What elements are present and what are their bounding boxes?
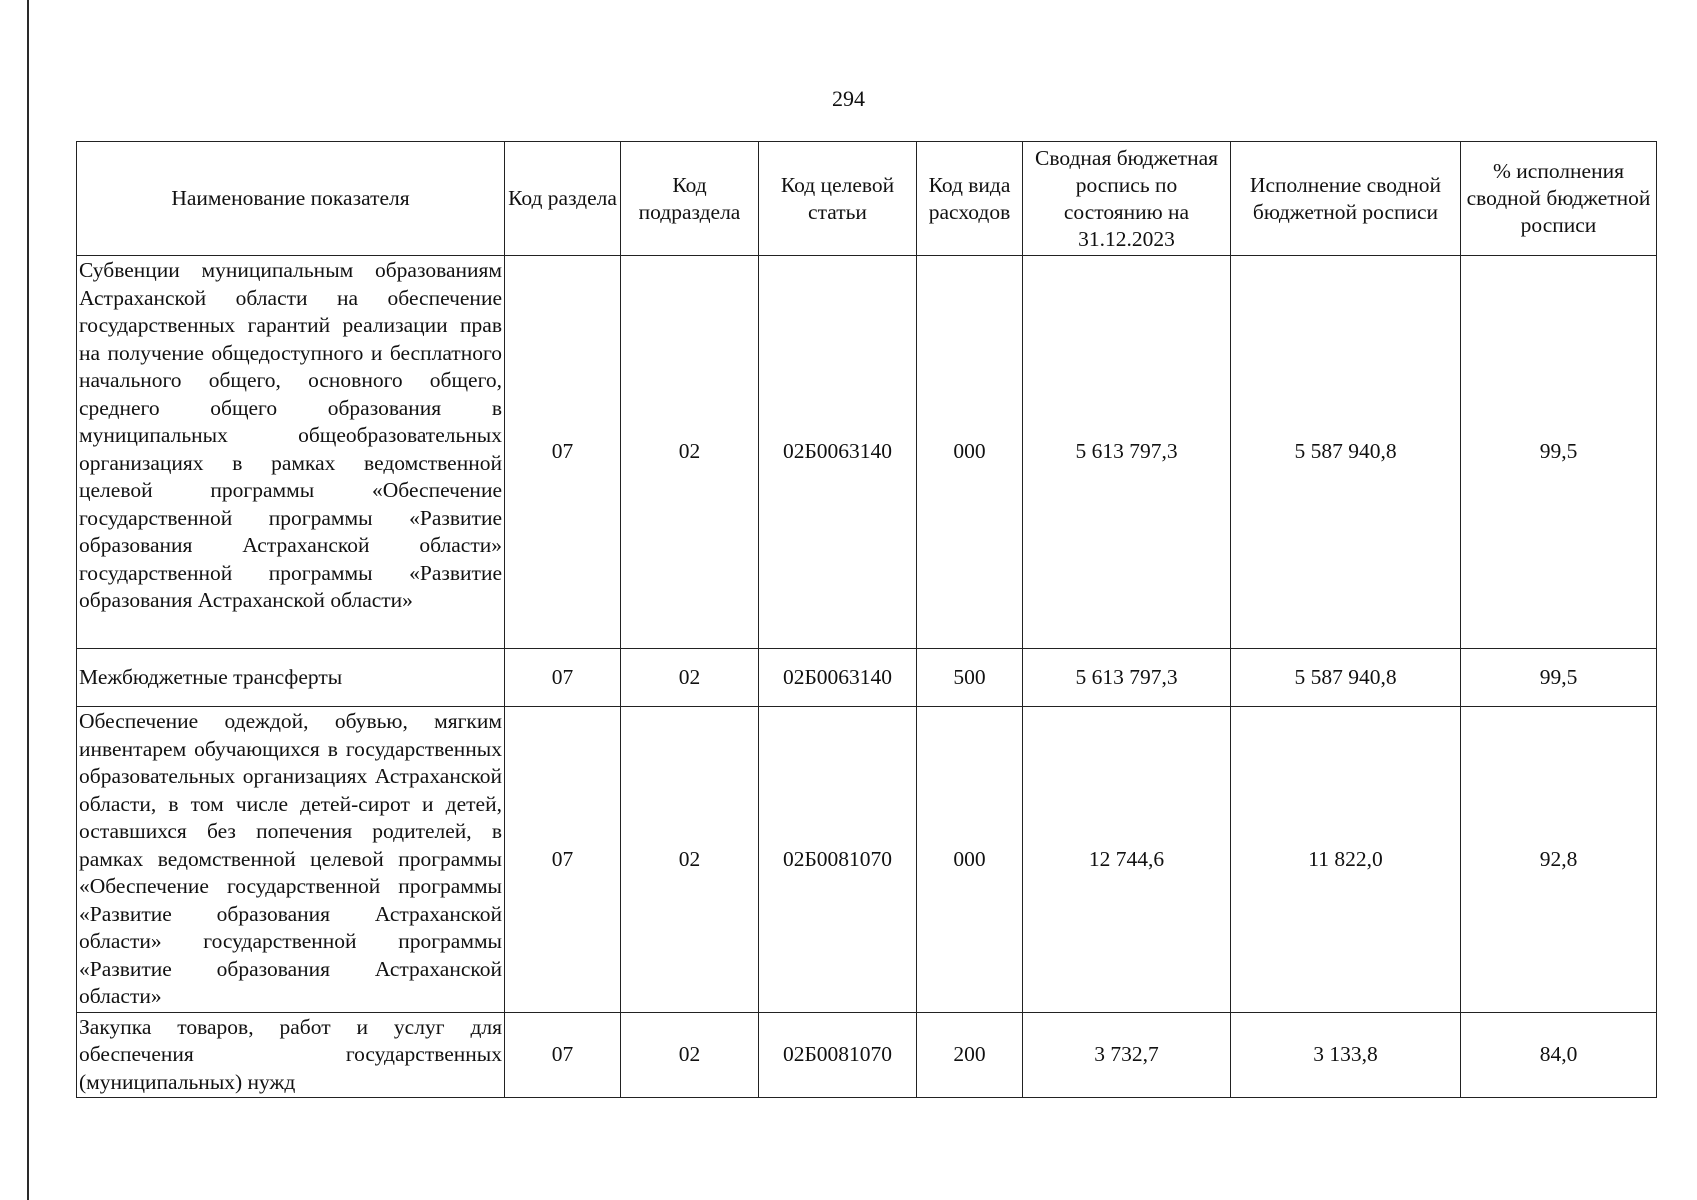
row-subsection: 02 (621, 256, 759, 649)
binding-margin-line (27, 0, 29, 1200)
row-subsection: 02 (621, 707, 759, 1013)
table-row (77, 1012, 1657, 1098)
row-execution: 3 133,8 (1231, 1012, 1461, 1098)
table-row (77, 256, 1657, 649)
row-target: 02Б0063140 (759, 256, 917, 649)
row-expense-type: 000 (917, 256, 1023, 649)
row-subsection: 02 (621, 649, 759, 707)
header-subsection-code: Код подраздела (621, 142, 759, 256)
row-section: 07 (505, 649, 621, 707)
row-section: 07 (505, 707, 621, 1013)
row-target: 02Б0081070 (759, 707, 917, 1013)
header-execution: Исполнение сводной бюджетной росписи (1231, 142, 1461, 256)
row-subsection: 02 (621, 1012, 759, 1098)
row-percent: 99,5 (1461, 649, 1657, 707)
row-plan: 5 613 797,3 (1023, 256, 1231, 649)
row-name: Обеспечение одеждой, обувью, мягким инвентарем обучающихся в государственных образовательных организациях Астраханской области, в том числе детей-сирот и детей, оставшихся без попечения родителей, в рамках ведомственной целевой программы «Обеспечение государственной программы «Развитие образования Астраханской области» государственной программы «Развитие образования Астраханской области» (77, 707, 505, 1013)
row-execution: 5 587 940,8 (1231, 256, 1461, 649)
header-expense-type-code: Код вида расходов (917, 142, 1023, 256)
row-execution: 11 822,0 (1231, 707, 1461, 1013)
row-target: 02Б0063140 (759, 649, 917, 707)
row-plan: 12 744,6 (1023, 707, 1231, 1013)
row-plan: 3 732,7 (1023, 1012, 1231, 1098)
table-row (77, 649, 1657, 707)
row-name: Межбюджетные трансферты (77, 649, 505, 707)
row-name: Субвенции муниципальным образованиям Астраханской области на обеспечение государственных гарантий реализации прав на получение общедоступного и бесплатного начального общего, основного общего, среднего общего образования в муниципальных общеобразовательных организациях в рамках ведомственной целевой программы «Обеспечение государственной программы «Развитие образования Астраханской области» государственной программы «Развитие образования Астраханской области» (77, 256, 505, 649)
row-target: 02Б0081070 (759, 1012, 917, 1098)
table-header-row (77, 142, 1657, 256)
row-expense-type: 500 (917, 649, 1023, 707)
row-percent: 99,5 (1461, 256, 1657, 649)
row-name: Закупка товаров, работ и услуг для обеспечения государственных (муниципальных) нужд (77, 1012, 505, 1098)
header-execution-percent: % исполнения сводной бюджетной росписи (1461, 142, 1657, 256)
row-section: 07 (505, 256, 621, 649)
header-budget-plan: Сводная бюджетная роспись по состоянию на 31.12.2023 (1023, 142, 1231, 256)
budget-execution-table (76, 141, 1657, 1098)
page-number: 294 (832, 86, 865, 111)
table-row (77, 707, 1657, 1013)
row-percent: 92,8 (1461, 707, 1657, 1013)
header-section-code: Код раздела (505, 142, 621, 256)
header-name: Наименование показателя (77, 142, 505, 256)
row-percent: 84,0 (1461, 1012, 1657, 1098)
row-expense-type: 200 (917, 1012, 1023, 1098)
row-plan: 5 613 797,3 (1023, 649, 1231, 707)
header-target-article-code: Код целевой статьи (759, 142, 917, 256)
row-execution: 5 587 940,8 (1231, 649, 1461, 707)
row-expense-type: 000 (917, 707, 1023, 1013)
row-section: 07 (505, 1012, 621, 1098)
